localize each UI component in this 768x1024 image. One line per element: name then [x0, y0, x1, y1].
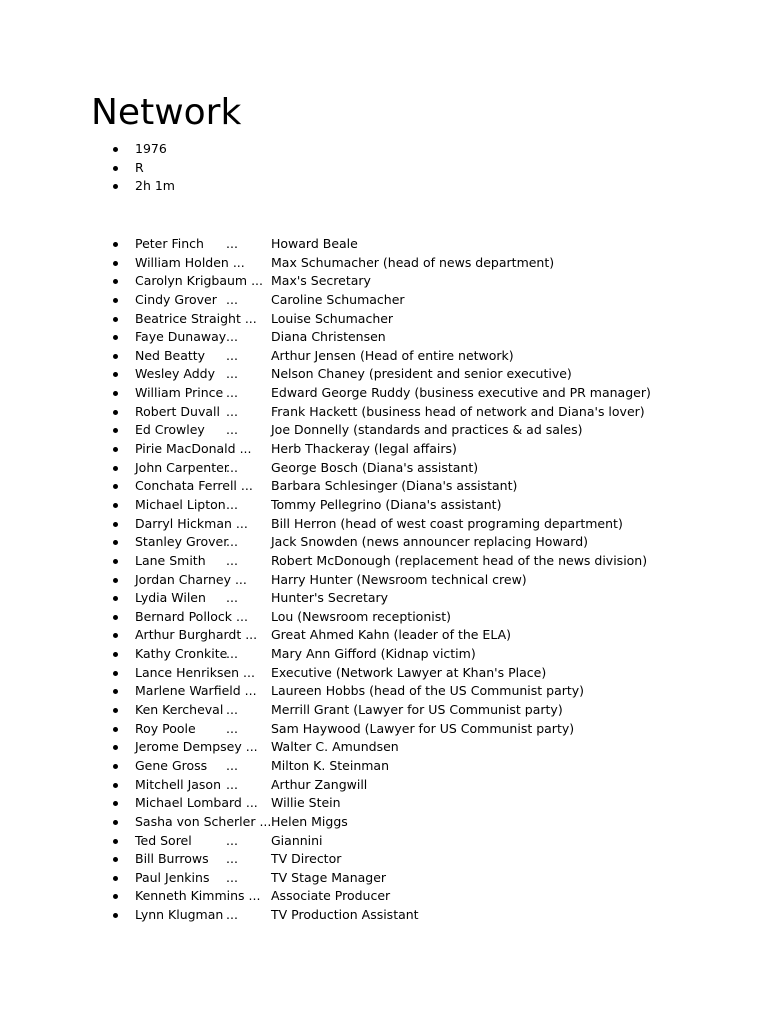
actor-name: Kathy Cronkite: [135, 646, 228, 662]
list-item: [0, 140, 768, 159]
actor-name: Robert Duvall: [135, 403, 220, 419]
bullet-icon: [113, 261, 118, 266]
actor-name: Bernard Pollock ...: [135, 608, 248, 624]
cast-row: [0, 347, 768, 366]
character-role: Walter C. Amundsen: [271, 739, 399, 755]
separator-dots: ...: [226, 851, 238, 867]
actor-name: Ed Crowley: [135, 422, 205, 438]
actor-name: Carolyn Krigbaum ...: [135, 273, 263, 289]
bullet-icon: [113, 410, 118, 415]
character-role: Caroline Schumacher: [271, 291, 405, 307]
actor-name: Mitchell Jason: [135, 776, 221, 792]
character-role: George Bosch (Diana's assistant): [271, 459, 479, 475]
cast-row: [0, 515, 768, 534]
bullet-icon: [113, 839, 118, 844]
actor-name: Jerome Dempsey ...: [135, 739, 258, 755]
bullet-icon: [113, 503, 118, 508]
actor-name: Stanley Grover: [135, 534, 229, 550]
cast-row: [0, 254, 768, 273]
cast-row: [0, 720, 768, 739]
bullet-icon: [113, 708, 118, 713]
character-role: Giannini: [271, 832, 323, 848]
bullet-icon: [113, 279, 118, 284]
cast-row: [0, 272, 768, 291]
separator-dots: ...: [226, 347, 238, 363]
actor-name: Lane Smith: [135, 552, 206, 568]
bullet-icon: [113, 317, 118, 322]
character-role: Bill Herron (head of west coast programing department): [271, 515, 623, 531]
cast-row: [0, 328, 768, 347]
separator-dots: ...: [226, 385, 238, 401]
character-role: Frank Hackett (business head of network and Diana's lover): [271, 403, 645, 419]
separator-dots: ...: [226, 646, 238, 662]
bullet-icon: [113, 857, 118, 862]
actor-name: Beatrice Straight ...: [135, 310, 257, 326]
bullet-icon: [113, 652, 118, 657]
rating: R: [135, 159, 144, 175]
character-role: Executive (Network Lawyer at Khan's Place): [271, 664, 547, 680]
bullet-icon: [113, 447, 118, 452]
character-role: Louise Schumacher: [271, 310, 394, 326]
actor-name: Jordan Charney ...: [135, 571, 247, 587]
bullet-icon: [113, 354, 118, 359]
separator-dots: ...: [226, 534, 238, 550]
character-role: Merrill Grant (Lawyer for US Communist party): [271, 702, 563, 718]
cast-row: [0, 869, 768, 888]
cast-row: [0, 757, 768, 776]
actor-name: Ken Kercheval: [135, 702, 224, 718]
bullet-icon: [113, 166, 118, 171]
character-role: TV Stage Manager: [271, 869, 387, 885]
character-role: Barbara Schlesinger (Diana's assistant): [271, 478, 518, 494]
document-title: Network: [91, 92, 242, 133]
character-role: Howard Beale: [271, 236, 358, 251]
runtime: 2h 1m: [135, 178, 175, 194]
cast-row: [0, 850, 768, 869]
actor-name: Marlene Warfield ...: [135, 683, 257, 699]
separator-dots: ...: [226, 776, 238, 792]
cast-row: [0, 589, 768, 608]
character-role: Mary Ann Gifford (Kidnap victim): [271, 646, 476, 662]
actor-name: Lynn Klugman: [135, 907, 224, 923]
actor-name: Pirie MacDonald ...: [135, 441, 252, 457]
actor-name: Paul Jenkins: [135, 869, 210, 885]
actor-name: Kenneth Kimmins ...: [135, 888, 261, 904]
cast-row: [0, 571, 768, 590]
actor-name: Michael Lipton: [135, 496, 226, 512]
character-role: Sam Haywood (Lawyer for US Communist party): [271, 720, 575, 736]
character-role: Lou (Newsroom receptionist): [271, 608, 452, 624]
actor-name: Peter Finch: [135, 236, 204, 251]
actor-name: Faye Dunaway: [135, 329, 227, 345]
cast-row: [0, 813, 768, 832]
separator-dots: ...: [226, 422, 238, 438]
actor-name: Wesley Addy: [135, 366, 215, 382]
bullet-icon: [113, 484, 118, 489]
character-role: Tommy Pellegrino (Diana's assistant): [271, 496, 502, 512]
character-role: Milton K. Steinman: [271, 757, 389, 773]
cast-list: [0, 235, 768, 925]
character-role: Diana Christensen: [271, 329, 386, 345]
character-role: Jack Snowden (news announcer replacing Howard): [271, 534, 589, 550]
actor-name: Ned Beatty: [135, 347, 206, 363]
separator-dots: ...: [226, 236, 238, 251]
actor-name: William Holden ...: [135, 254, 245, 270]
actor-name: Cindy Grover: [135, 291, 217, 307]
character-role: Max's Secretary: [271, 273, 371, 289]
separator-dots: ...: [226, 720, 238, 736]
cast-row: [0, 440, 768, 459]
actor-name: Lance Henriksen ...: [135, 664, 255, 680]
character-role: Arthur Jensen (Head of entire network): [271, 347, 514, 363]
actor-name: Lydia Wilen: [135, 590, 206, 606]
cast-row: [0, 645, 768, 664]
separator-dots: ...: [226, 590, 238, 606]
cast-row: [0, 365, 768, 384]
bullet-icon: [113, 764, 118, 769]
cast-row: [0, 552, 768, 571]
actor-name: William Prince: [135, 385, 224, 401]
bullet-icon: [113, 391, 118, 396]
actor-name: Bill Burrows: [135, 851, 209, 867]
character-role: TV Director: [271, 851, 342, 867]
bullet-icon: [113, 372, 118, 377]
cast-row: [0, 701, 768, 720]
bullet-icon: [113, 184, 118, 189]
character-role: Helen Miggs: [271, 813, 348, 829]
bullet-icon: [113, 689, 118, 694]
cast-row: [0, 421, 768, 440]
actor-name: Michael Lombard ...: [135, 795, 258, 811]
cast-row: [0, 459, 768, 478]
character-role: Arthur Zangwill: [271, 776, 368, 792]
cast-row: [0, 682, 768, 701]
bullet-icon: [113, 913, 118, 918]
bullet-icon: [113, 298, 118, 303]
character-role: TV Production Assistant: [271, 907, 419, 923]
character-role: Associate Producer: [271, 888, 391, 904]
cast-row: [0, 776, 768, 795]
character-role: Edward George Ruddy (business executive and PR manager): [271, 385, 651, 401]
bullet-icon: [113, 335, 118, 340]
character-role: Nelson Chaney (president and senior executive): [271, 366, 572, 382]
bullet-icon: [113, 559, 118, 564]
character-role: Max Schumacher (head of news department): [271, 254, 555, 270]
bullet-icon: [113, 522, 118, 527]
list-item: [0, 159, 768, 178]
cast-row: [0, 832, 768, 851]
cast-row: [0, 887, 768, 906]
character-role: Laureen Hobbs (head of the US Communist party): [271, 683, 585, 699]
actor-name: Arthur Burghardt ...: [135, 627, 258, 643]
bullet-icon: [113, 540, 118, 545]
character-role: Great Ahmed Kahn (leader of the ELA): [271, 627, 512, 643]
cast-row: [0, 403, 768, 422]
cast-row: [0, 235, 768, 254]
character-role: Robert McDonough (replacement head of the news division): [271, 552, 648, 568]
character-role: Herb Thackeray (legal affairs): [271, 441, 457, 457]
separator-dots: ...: [226, 291, 238, 307]
bullet-icon: [113, 783, 118, 788]
bullet-icon: [113, 147, 118, 152]
actor-name: Darryl Hickman ...: [135, 515, 248, 531]
cast-row: [0, 626, 768, 645]
cast-row: [0, 794, 768, 813]
bullet-icon: [113, 615, 118, 620]
cast-row: [0, 291, 768, 310]
separator-dots: ...: [226, 907, 238, 923]
bullet-icon: [113, 633, 118, 638]
cast-row: [0, 664, 768, 683]
actor-name: Gene Gross: [135, 757, 208, 773]
cast-row: [0, 738, 768, 757]
bullet-icon: [113, 578, 118, 583]
bullet-icon: [113, 745, 118, 750]
movie-info-list: [0, 140, 768, 196]
bullet-icon: [113, 428, 118, 433]
actor-name: Ted Sorel: [135, 832, 192, 848]
character-role: Willie Stein: [271, 795, 341, 811]
character-role: Hunter's Secretary: [271, 590, 389, 606]
separator-dots: ...: [226, 757, 238, 773]
separator-dots: ...: [226, 459, 238, 475]
cast-row: [0, 533, 768, 552]
bullet-icon: [113, 242, 118, 247]
bullet-icon: [113, 466, 118, 471]
separator-dots: ...: [226, 366, 238, 382]
cast-row: [0, 906, 768, 925]
cast-row: [0, 384, 768, 403]
bullet-icon: [113, 894, 118, 899]
actor-name: Conchata Ferrell ...: [135, 478, 253, 494]
character-role: Joe Donnelly (standards and practices & ad sales): [271, 422, 583, 438]
cast-row: [0, 608, 768, 627]
character-role: Harry Hunter (Newsroom technical crew): [271, 571, 527, 587]
list-item: [0, 177, 768, 196]
bullet-icon: [113, 801, 118, 806]
bullet-icon: [113, 876, 118, 881]
separator-dots: ...: [226, 832, 238, 848]
separator-dots: ...: [226, 403, 238, 419]
cast-row: [0, 477, 768, 496]
separator-dots: ...: [226, 552, 238, 568]
cast-row: [0, 310, 768, 329]
separator-dots: ...: [226, 702, 238, 718]
release-year: 1976: [135, 141, 167, 156]
separator-dots: ...: [226, 869, 238, 885]
separator-dots: ...: [226, 329, 238, 345]
separator-dots: ...: [226, 496, 238, 512]
bullet-icon: [113, 820, 118, 825]
bullet-icon: [113, 727, 118, 732]
bullet-icon: [113, 671, 118, 676]
actor-name: Sasha von Scherler ...: [135, 813, 272, 829]
actor-name: John Carpenter: [135, 459, 229, 475]
actor-name: Roy Poole: [135, 720, 196, 736]
bullet-icon: [113, 596, 118, 601]
cast-row: [0, 496, 768, 515]
